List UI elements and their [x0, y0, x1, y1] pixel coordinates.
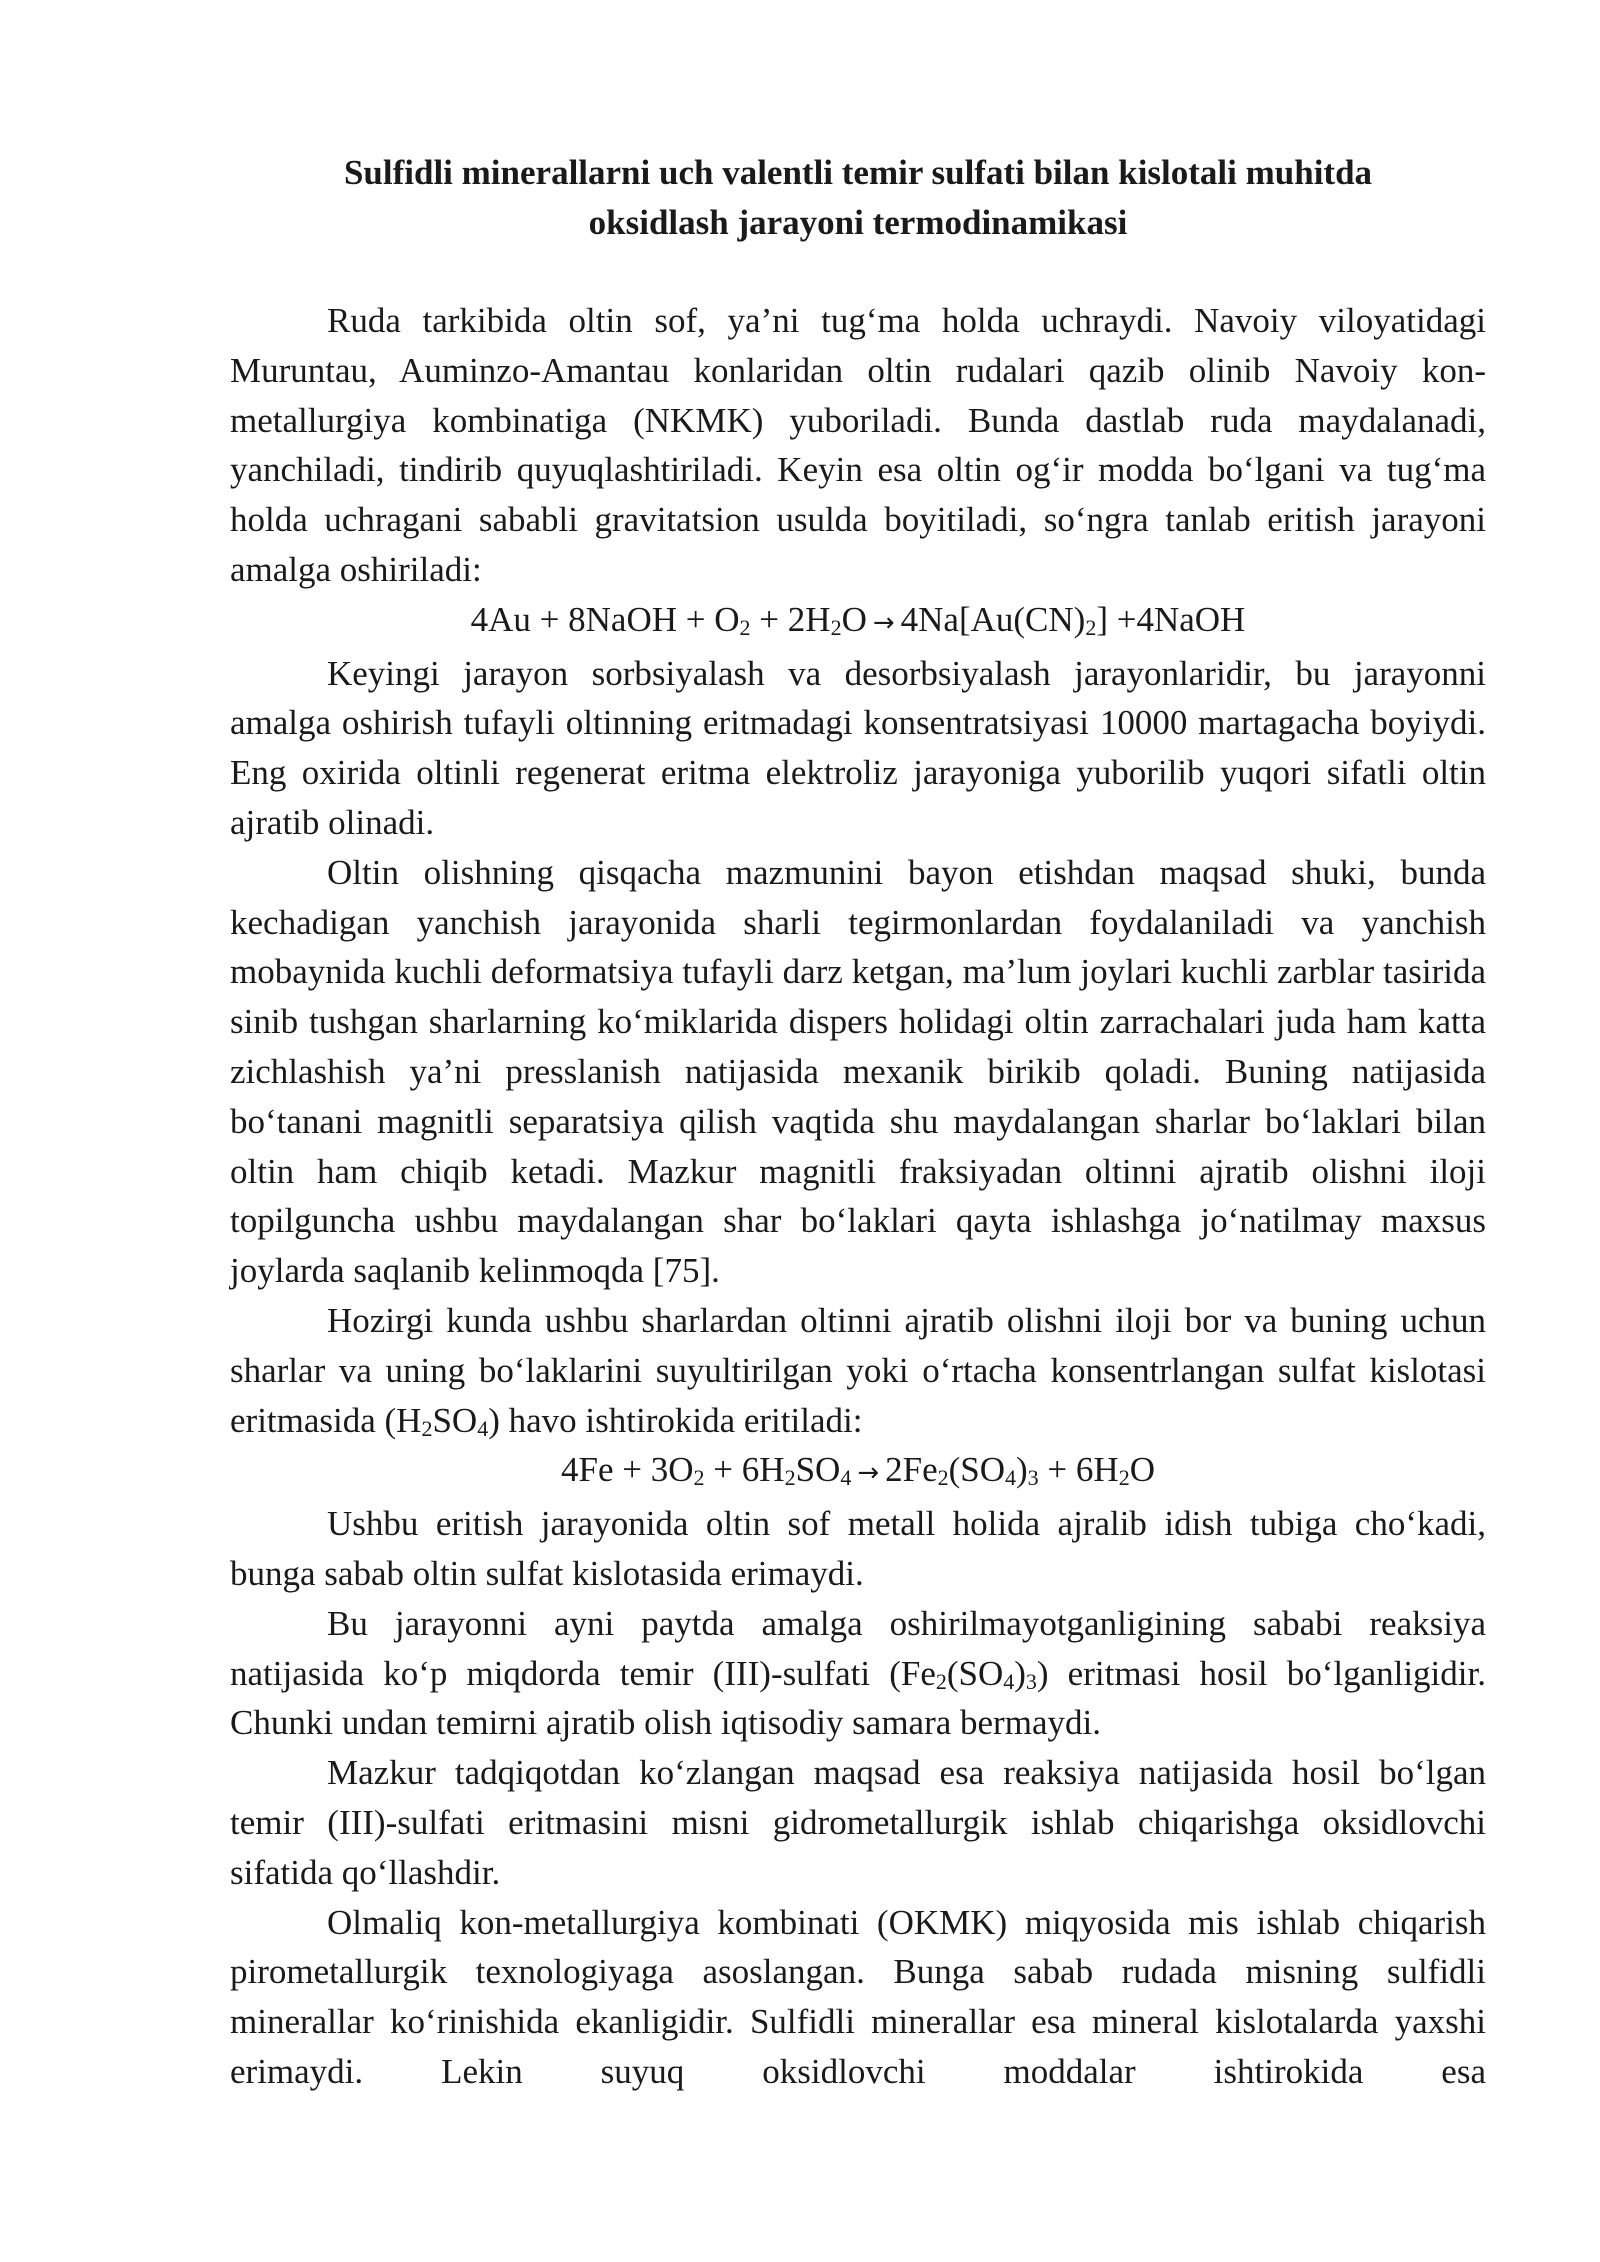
title-line-1: Sulfidli minerallarni uch valentli temir sulfati bilan kislotali muhitda — [343, 153, 1373, 192]
document-title — [230, 148, 1486, 248]
paragraph-1: Ruda tarkibida oltin sof, ya’ni tug‘ma holda uchraydi. Navoiy viloyatidagi Muruntau, Auminzo-Amantau konlaridan oltin rudalari qazib olinib Navoiy kon-metallurgiya kombinatiga (NKMK) yuboriladi. Bunda dastlab ruda maydalanadi, yanchiladi, tindirib quyuqlashtiriladi. Keyin esa oltin og‘ir modda bo‘lgani va tug‘ma holda uchragani sababli gravitatsion usulda boyitiladi, so‘ngra tanlab eritish jarayoni amalga oshiriladi: — [230, 301, 1486, 589]
equation-gold-cyanidation: 4Au + 8NaOH + $O_2 + 2H_2O \to 4Na[Au(CN)_2]$ +4NaOH — [470, 599, 1246, 640]
equation-iron-dissolution: $4Fe + 3O_2 + 6H_2SO_4 \to 2Fe_2(SO_4)_3 + 6H_2O$ — [561, 1450, 1155, 1491]
reaction-arrow-icon: → — [857, 1458, 880, 1489]
paragraph-8: Olmaliq kon-metallurgiya kombinati (OKMK) miqyosida mis ishlab chiqarish pirometallurgik texnologiyaga asoslangan. Bunga sabab rudada misning sulfidli minerallar ko‘rinishida ekanligidir. Sulfidli minerallar esa mineral kislotalarda yaxshi erimaydi. Lekin suyuq oksidlovchi moddalar ishtirokida esa — [230, 1902, 1486, 2091]
reaction-arrow-icon: → — [872, 607, 895, 638]
document-page — [230, 148, 1486, 2097]
paragraph-5: Ushbu eritish jarayonida oltin sof metall holida ajralib idish tubiga cho‘kadi, bunga sabab oltin sulfat kislotasida erimaydi. — [230, 1504, 1486, 1593]
paragraph-6: Bu jarayonni ayni paytda amalga oshirilmayotganligining sababi reaksiya natijasida ko‘p miqdorda temir (III)-sulfati $(Fe_2(SO_4)_3)$ eritmasi hosil bo‘lganligidir. Chunki undan temirni ajratib olish iqtisodiy samara bermaydi. — [230, 1603, 1486, 1743]
paragraph-2: Keyingi jarayon sorbsiyalash va desorbsiyalash jarayonlaridir, bu jarayonni amalga oshirish tufayli oltinning eritmadagi konsentratsiyasi 10000 martagacha boyiydi. Eng oxirida oltinli regenerat eritma elektroliz jarayoniga yuborilib yuqori sifatli oltin ajratib olinadi. — [230, 653, 1486, 842]
title-line-2: oksidlash jarayoni termodinamikasi — [588, 203, 1128, 242]
paragraph-4: Hozirgi kunda ushbu sharlardan oltinni ajratib olishni iloji bor va buning uchun sharlar va uning bo‘laklarini suyultirilgan yoki o‘rtacha konsentrlangan sulfat kislotasi eritmasida $(H_2SO_4)$ havo ishtirokida eritiladi: — [230, 1300, 1486, 1441]
paragraph-3: Oltin olishning qisqacha mazmunini bayon etishdan maqsad shuki, bunda kechadigan yanchish jarayonida sharli tegirmonlardan foydalaniladi va yanchish mobaynida kuchli deformatsiya tufayli darz ketgan, ma’lum joylari kuchli zarblar tasirida sinib tushgan sharlarning ko‘miklarida dispers holidagi oltin zarrachalari juda ham katta zichlashish ya’ni presslanish natijasida mexanik birikib qoladi. Buning natijasida bo‘tanani magnitli separatsiya qilish vaqtida shu maydalangan sharlar bo‘laklari bilan oltin ham chiqib ketadi. Mazkur magnitli fraksiyadan oltinni ajratib olishni iloji topilguncha ushbu maydalangan shar bo‘laklari qayta ishlashga jo‘natilmay maxsus joylarda saqlanib kelinmoqda [75]. — [230, 852, 1486, 1291]
paragraph-7: Mazkur tadqiqotdan ko‘zlangan maqsad esa reaksiya natijasida hosil bo‘lgan temir (III)-sulfati eritmasini misni gidrometallurgik ishlab chiqarishga oksidlovchi sifatida qo‘llashdir. — [230, 1753, 1486, 1892]
